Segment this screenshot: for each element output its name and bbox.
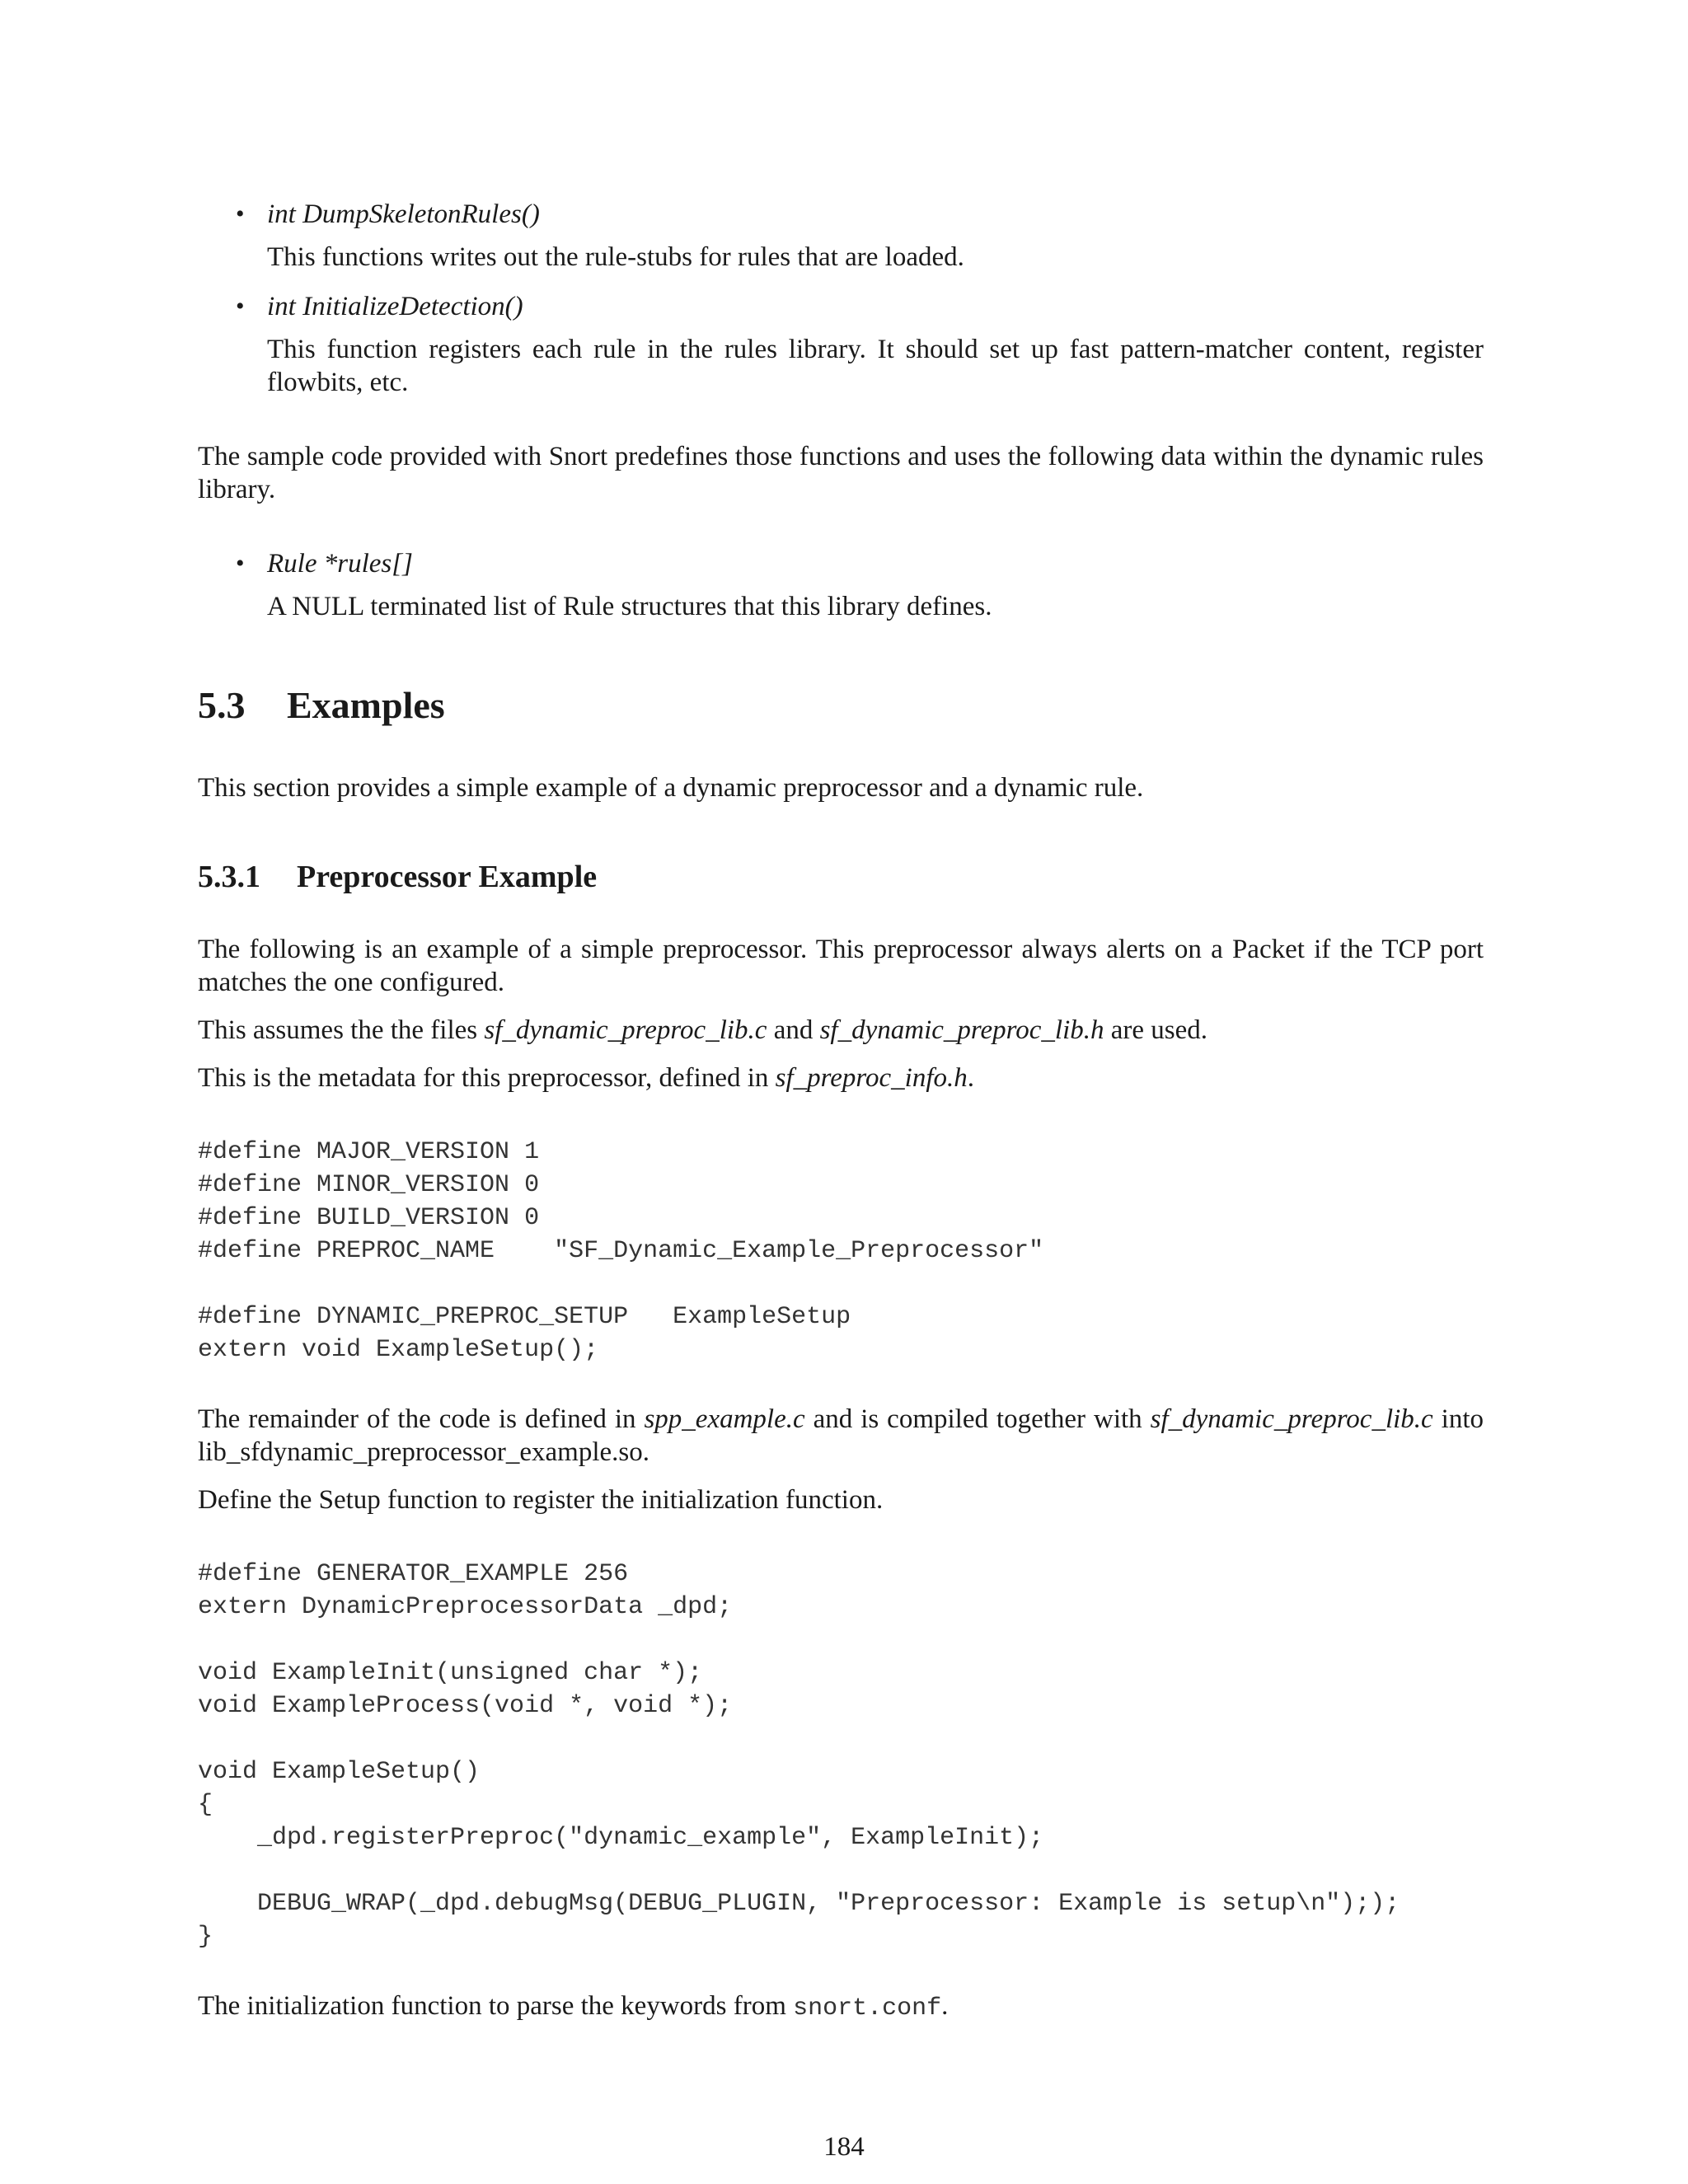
function-description: This function registers each rule in the rules library. It should set up fast pattern-matcher content, register flowbits, etc.: [267, 335, 1484, 397]
filename: spp_example.c: [644, 1404, 805, 1434]
text-run: The remainder of the code is defined in: [198, 1404, 645, 1434]
bullet-item: [236, 198, 1484, 274]
code-block: #define MAJOR_VERSION 1 #define MINOR_VERSION 0 #define BUILD_VERSION 0 #define PREPROC_NAME "SF_Dynamic_Example_Preprocessor" #define DYNAMIC_PREPROC_SETUP ExampleSetup extern void ExampleSetup();: [198, 1138, 1044, 1364]
text-run: .: [967, 1063, 975, 1093]
data-signature: Rule *rules[]: [267, 549, 413, 579]
document-page: [198, 198, 1484, 2025]
function-signature: int InitializeDetection(): [267, 292, 523, 321]
paragraph-following: The following is an example of a simple preprocessor. This preprocessor always alerts on a Packet if the TCP port matches the one configured.: [198, 935, 1484, 997]
bullet-item: [236, 547, 1484, 623]
text-run: .: [941, 1991, 949, 2021]
subsection-heading: [198, 857, 1484, 897]
section-heading: [198, 682, 1484, 729]
text-run: and is compiled together with: [804, 1404, 1151, 1434]
section-title: Examples: [287, 684, 445, 726]
function-signature: int DumpSkeletonRules(): [267, 199, 540, 229]
text-run: This is the metadata for this preprocessor, defined in: [198, 1063, 776, 1093]
text-run: and: [767, 1015, 820, 1045]
data-description: A NULL terminated list of Rule structures that this library defines.: [267, 592, 992, 621]
paragraph-sample-code: The sample code provided with Snort predefines those functions and uses the following data within the dynamic rules library.: [198, 442, 1484, 504]
config-filename: snort.conf: [793, 1994, 942, 2022]
text-run: This assumes the the files: [198, 1015, 485, 1045]
function-description: This functions writes out the rule-stubs for rules that are loaded.: [267, 242, 964, 272]
paragraph-define-setup: Define the Setup function to register the initialization function.: [198, 1485, 884, 1515]
filename: sf_dynamic_preproc_lib.c: [1150, 1404, 1433, 1434]
text-run: The initialization function to parse the keywords from: [198, 1991, 794, 2021]
paragraph-remainder: [198, 1403, 1484, 1469]
section-number: 5.3: [198, 684, 246, 726]
filename: sf_preproc_info.h: [775, 1063, 968, 1093]
text-run: into lib_sfdynamic_preprocessor_example.so.: [198, 1404, 1484, 1467]
filename: sf_dynamic_preproc_lib.c: [484, 1015, 767, 1045]
code-block: #define GENERATOR_EXAMPLE 256 extern DynamicPreprocessorData _dpd; void ExampleInit(unsigned char *); void ExampleProcess(void *, void *); void ExampleSetup() { _dpd.registerPreproc("dynamic_example", ExampleInit); DEBUG_WRAP(_dpd.debugMsg(DEBUG_PLUGIN, "Preprocessor: Example is setup\n");); }: [198, 1560, 1400, 1951]
section-intro: This section provides a simple example of a dynamic preprocessor and a dynamic rule.: [198, 773, 1144, 803]
text-run: are used.: [1104, 1015, 1208, 1045]
bullet-icon: •: [236, 200, 245, 227]
paragraph-init: [198, 1990, 1484, 2025]
bullet-icon: •: [236, 293, 245, 320]
paragraph-assumes: [198, 1014, 1484, 1047]
bullet-icon: •: [236, 550, 245, 577]
page-number: 184: [823, 2132, 865, 2162]
paragraph-metadata: [198, 1062, 1484, 1094]
subsection-number: 5.3.1: [198, 860, 260, 894]
subsection-title: Preprocessor Example: [297, 860, 598, 894]
bullet-item: [236, 290, 1484, 399]
filename: sf_dynamic_preproc_lib.h: [819, 1015, 1104, 1045]
